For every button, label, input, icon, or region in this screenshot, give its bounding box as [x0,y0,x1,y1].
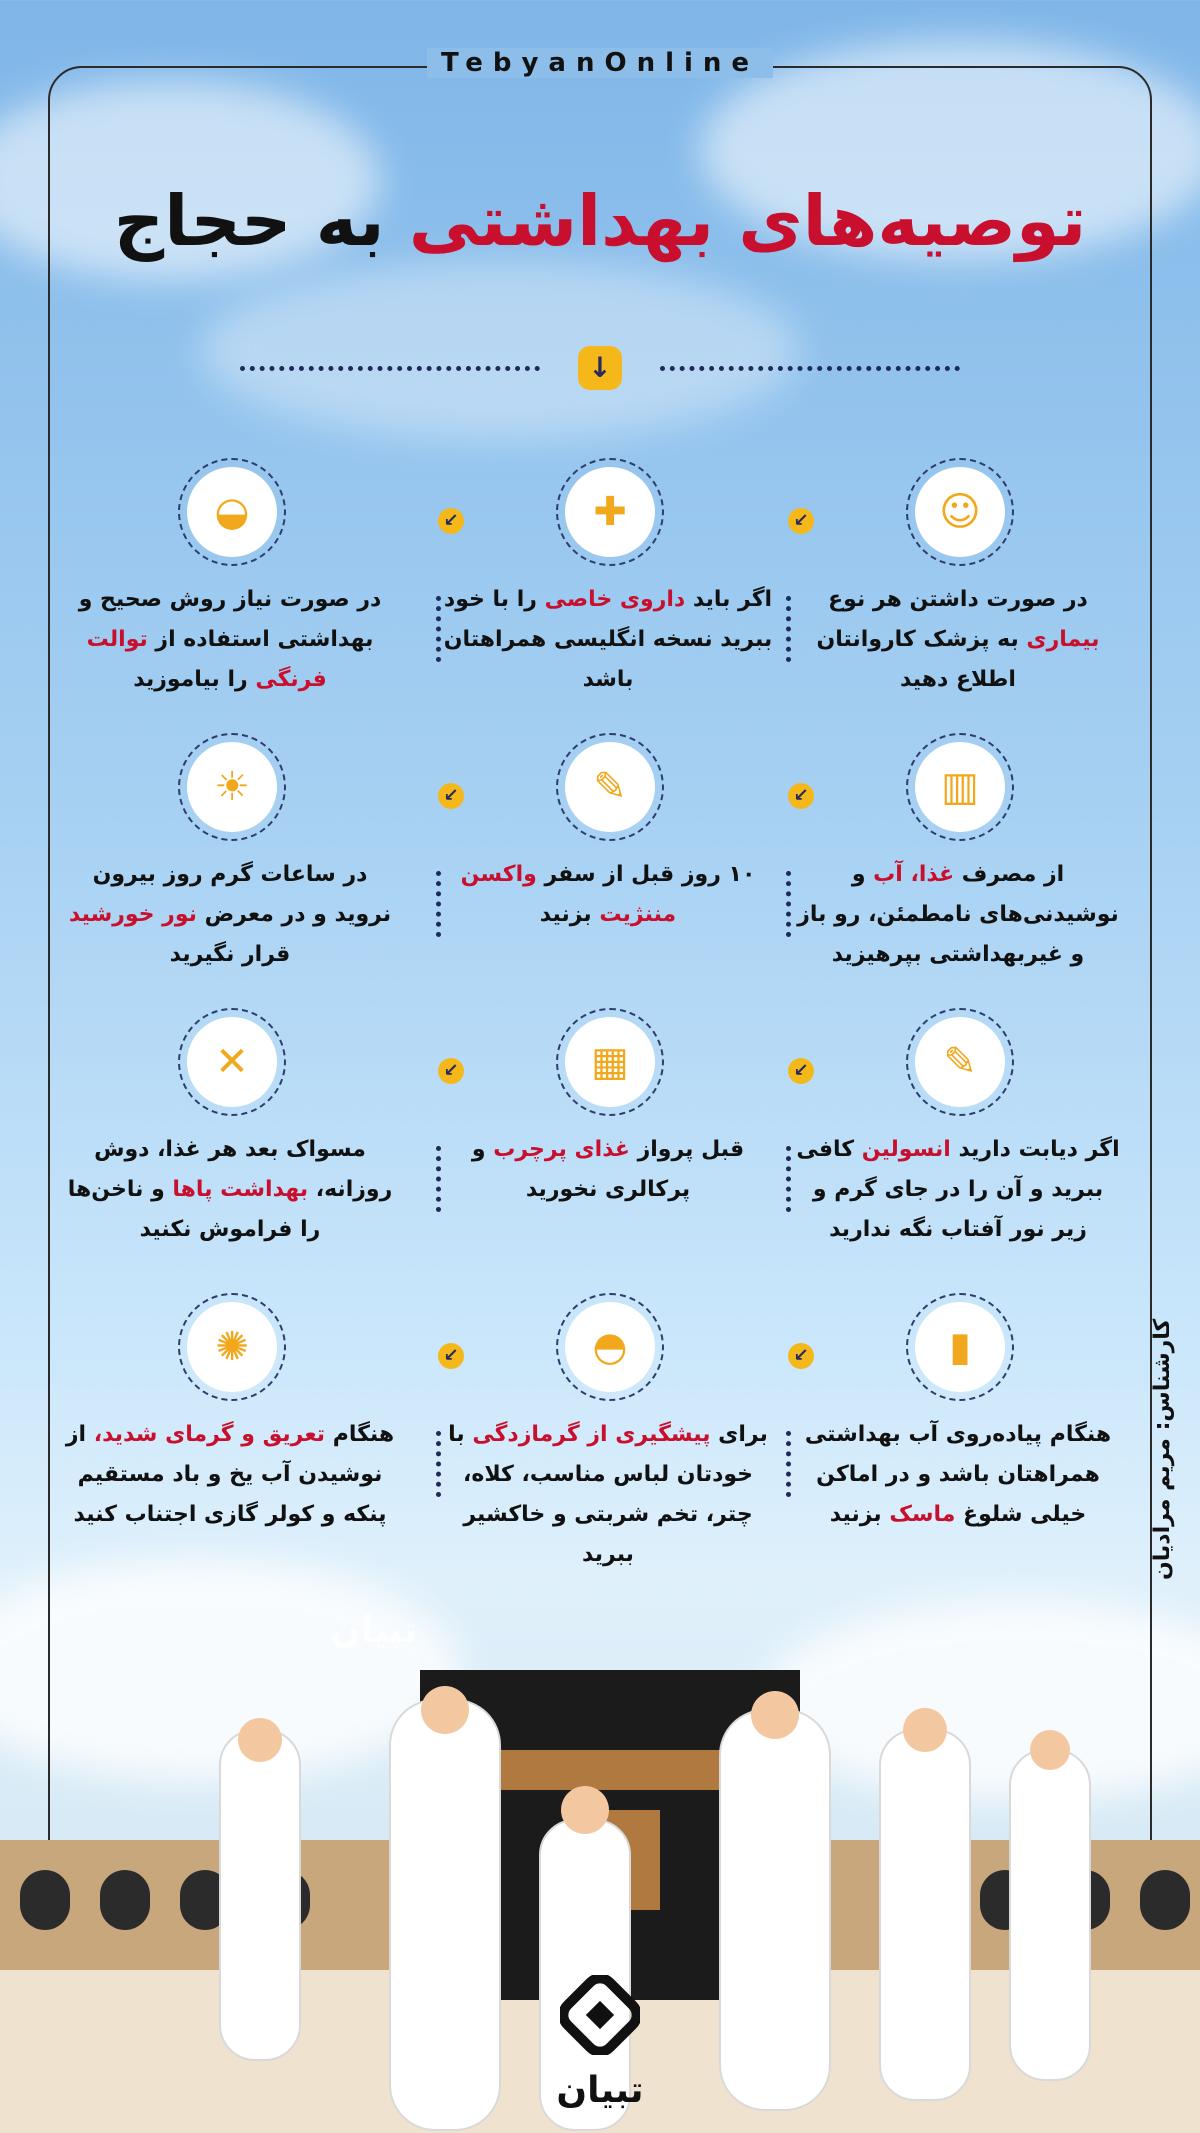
arrow-down-left-icon: ↙ [438,1058,464,1084]
tip-icon-circle [556,1008,664,1116]
tip-segment: ۱۰ روز قبل از سفر [536,862,756,887]
tip-segment: و نوشیدنی‌های نامطمئن، رو باز و غیربهداشتی بپرهیزید [797,862,1119,967]
tip-highlight: تعریق و گرمای شدید، [93,1422,326,1447]
column-divider [436,1146,441,1212]
tip-segment: با خودتان لباس مناسب، کلاه، چتر، تخم شربتی و خاکشیر ببرید [448,1422,754,1567]
tip-segment: قبل پرواز [629,1137,745,1162]
column-divider [786,871,791,937]
tip-segment: از مصرف [954,862,1065,887]
tip-segment: هنگام پیاده‌روی آب بهداشتی همراهتان باشد و در اماکن خیلی شلوغ [804,1422,1112,1527]
watermark-logo: تبیان [330,1610,418,1651]
arrow-down-left-icon: ↙ [438,1343,464,1369]
tip-highlight: پیشگیری از گرمازدگی [472,1422,711,1447]
water-bottle-icon: ▮ [915,1302,1005,1392]
tip-text [443,855,773,935]
tip-highlight: غذای پرچرب [493,1137,630,1162]
tip-segment: اگر دیابت دارید [950,1137,1120,1162]
tip-segment: کافی ببرید و آن را در جای گرم و زیر نور آفتاب نگه ندارید [796,1137,1104,1242]
column-divider [786,1431,791,1497]
arrow-down-left-icon: ↙ [788,1343,814,1369]
tip-text [65,1130,395,1250]
tip-icon-circle [178,458,286,566]
divider-left [240,366,540,371]
tip-icon-circle [178,1293,286,1401]
arrow-down-left-icon: ↙ [788,1058,814,1084]
tip-highlight: انسولین [861,1137,951,1162]
hat-icon: ◓ [565,1302,655,1392]
sun-cloud-icon: ☀ [187,742,277,832]
tip-segment: هنگام [325,1422,395,1447]
tip-highlight: واکسن مننژیت [460,862,677,927]
fast-food-icon: ▦ [565,1017,655,1107]
tip-icon-circle [906,458,1014,566]
tip-icon-circle [178,1008,286,1116]
tip-text [65,855,395,975]
tip-segment: قرار نگیرید [169,942,291,967]
tip-text [793,855,1123,975]
tip-icon-circle [178,733,286,841]
tip-segment: به پزشک کاروانتان اطلاع دهید [816,627,1027,692]
title-rest: به حجاج [113,180,385,262]
sick-person-icon: ☺ [915,467,1005,557]
insulin-syringe-icon: ✎ [915,1017,1005,1107]
tip-text [65,580,395,700]
glass-icon: ▥ [915,742,1005,832]
column-divider [436,1431,441,1497]
tip-segment: و ناخن‌ها را فراموش نکنید [67,1177,321,1242]
column-divider [786,1146,791,1212]
tip-highlight: توالت فرنگی [86,627,327,692]
arrow-down-icon: ↓ [578,346,622,390]
tip-highlight: بهداشت پاها [172,1177,309,1202]
title-highlight: توصیه‌های بهداشتی [408,180,1087,262]
tip-highlight: داروی خاصی [544,587,686,612]
column-divider [436,596,441,662]
tip-highlight: بیماری [1026,627,1100,652]
tip-segment: در صورت نیاز روش صحیح و بهداشتی استفاده از [78,587,382,652]
brand-name: TebyanOnline [0,48,1200,78]
tip-segment: اگر باید [685,587,773,612]
tip-segment: مسواک بعد هر غذا، دوش روزانه، [94,1137,393,1202]
tip-segment: در صورت داشتن هر نوع [828,587,1088,612]
tip-text [65,1415,395,1535]
tip-icon-circle [556,458,664,566]
page-title [0,180,1200,262]
tip-icon-circle [906,1008,1014,1116]
fan-icon: ✺ [187,1302,277,1392]
arrow-down-left-icon: ↙ [438,783,464,809]
tip-segment: بزنید [539,902,600,927]
tip-highlight: نور خورشید [68,902,197,927]
column-divider [436,871,441,937]
toilet-icon: ◒ [187,467,277,557]
tip-icon-circle [556,733,664,841]
tip-text [793,580,1123,700]
tebyan-logo-text: تبیان [556,2070,644,2111]
tip-segment: برای [710,1422,768,1447]
tip-highlight: غذا، آب [873,862,955,887]
expert-credit: کارشناس: مریم مرادیان [1150,1318,1175,1580]
tip-icon-circle [906,733,1014,841]
arrow-down-left-icon: ↙ [438,508,464,534]
arrow-down-left-icon: ↙ [788,508,814,534]
tip-segment: بزنید [829,1502,890,1527]
arrow-down-left-icon: ↙ [788,783,814,809]
tip-segment: را با خود ببرید نسخه انگلیسی همراهتان باشد [443,587,773,692]
tip-text [793,1415,1123,1535]
toothbrush-icon: ✕ [187,1017,277,1107]
tip-text [443,580,773,700]
tip-segment: از نوشیدن آب یخ و باد مستقیم پنکه و کولر گازی اجتناب کنید [65,1422,387,1527]
tip-text [443,1130,773,1210]
column-divider [786,596,791,662]
medicine-icon: ✚ [565,467,655,557]
tip-icon-circle [906,1293,1014,1401]
tip-highlight: ماسک [889,1502,956,1527]
tip-text [793,1130,1123,1250]
tip-segment: را بیاموزید [133,667,256,692]
tip-segment: در ساعات گرم روز بیرون نروید و در معرض [92,862,392,927]
tip-segment: و پرکالری نخورید [471,1137,691,1202]
tip-icon-circle [556,1293,664,1401]
tip-text [443,1415,773,1575]
tebyan-logo-icon [560,1975,640,2055]
divider-right [660,366,960,371]
vaccine-icon: ✎ [565,742,655,832]
kaaba-scene [0,1640,1200,2133]
